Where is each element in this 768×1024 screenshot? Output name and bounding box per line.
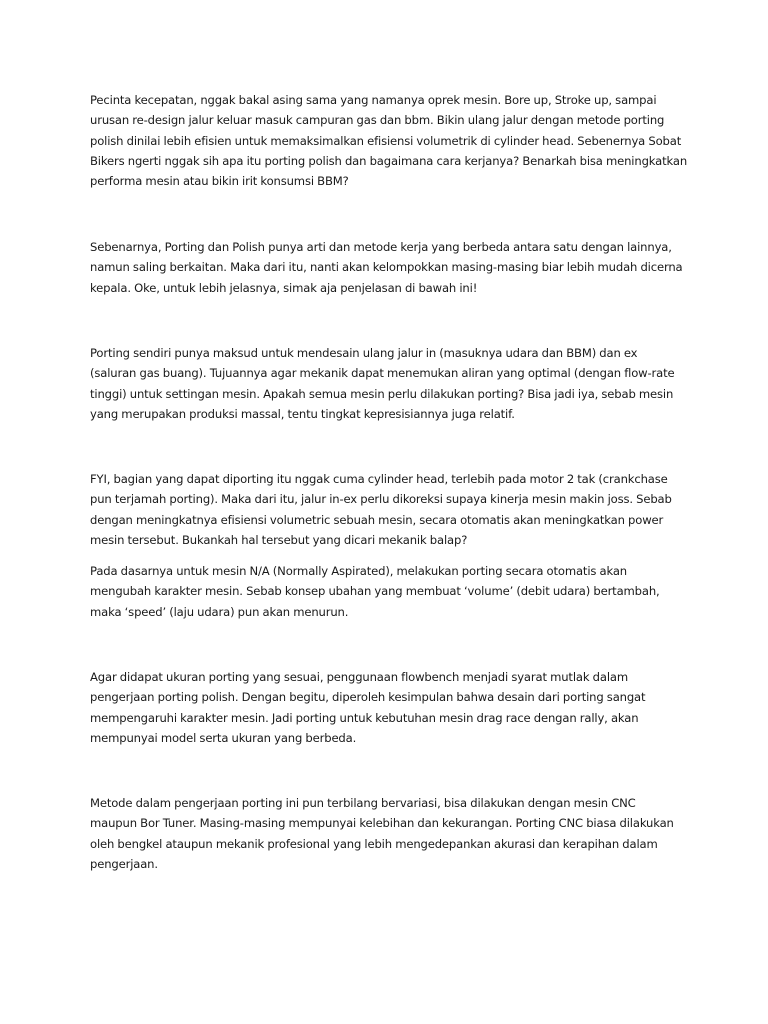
text-line: polish dinilai lebih efisien untuk memaksimalkan efisiensi volumetrik di cylinder head. Sebenernya Sobat — [90, 133, 682, 148]
text-line: urusan re-design jalur keluar masuk campuran gas dan bbm. Bikin ulang jalur dengan metode porting — [90, 113, 665, 128]
text-line: pun terjamah porting). Maka dari itu, jalur in-ex perlu dikoreksi supaya kinerja mesin makin joss. Sebab — [90, 492, 672, 507]
text-line: Metode dalam pengerjaan porting ini pun terbilang bervariasi, bisa dilakukan dengan mesin CNC — [90, 796, 636, 810]
text-line: mempunyai model serta ukuran yang berbeda. — [90, 730, 357, 745]
paragraph-normally-aspirated — [90, 561, 690, 622]
text-line: mengubah karakter mesin. Sebab konsep ubahan yang membuat ‘volume’ (debit udara) bertambah, — [90, 584, 660, 599]
text-line: Bikers ngerti nggak sih apa itu porting polish dan bagaimana cara kerjanya? Benarkah bisa meningkatkan — [90, 153, 688, 168]
text-line: pengerjaan porting polish. Dengan begitu, diperoleh kesimpulan bahwa desain dari porting sangat — [90, 690, 646, 705]
text-line: yang merupakan produksi massal, tentu tingkat kepresisiannya juga relatif. — [90, 406, 515, 421]
text-line: tinggi) untuk settingan mesin. Apakah semua mesin perlu dilakukan porting? Bisa jadi iya, sebab mesin — [90, 386, 674, 401]
paragraph-fyi — [90, 469, 690, 550]
text-line: Pecinta kecepatan, nggak bakal asing sama yang namanya oprek mesin. Bore up, Stroke up, sampai — [90, 93, 657, 107]
text-line: namun saling berkaitan. Maka dari itu, nanti akan kelompokkan masing-masing biar lebih mudah dicerna — [90, 260, 683, 275]
text-line: kepala. Oke, untuk lebih jelasnya, simak aja penjelasan di bawah ini! — [90, 280, 478, 295]
text-line: Porting sendiri punya maksud untuk mendesain ulang jalur in (masuknya udara dan BBM) dan ex — [90, 346, 638, 360]
text-line: maka ‘speed’ (laju udara) pun akan menurun. — [90, 604, 349, 619]
paragraph-flowbench — [90, 667, 690, 748]
text-line: oleh bengkel ataupun mekanik profesional yang lebih mengedepankan akurasi dan kerapihan dalam — [90, 836, 658, 851]
text-line: performa mesin atau bikin irit konsumsi BBM? — [90, 174, 349, 189]
text-line: mempengaruhi karakter mesin. Jadi porting untuk kebutuhan mesin drag race dengan rally, akan — [90, 710, 639, 725]
text-line: Sebenarnya, Porting dan Polish punya arti dan metode kerja yang berbeda antara satu dengan lainnya, — [90, 240, 672, 254]
paragraph-intro — [90, 90, 690, 191]
text-line: pengerjaan. — [90, 856, 158, 871]
paragraph-porting-polish — [90, 237, 690, 298]
paragraph-porting-definition — [90, 343, 690, 424]
text-line: Agar didapat ukuran porting yang sesuai, penggunaan flowbench menjadi syarat mutlak dalam — [90, 670, 628, 684]
paragraph-methods — [90, 793, 690, 874]
text-line: dengan meningkatnya efisiensi volumetric sebuah mesin, secara otomatis akan meningkatkan power — [90, 512, 664, 527]
text-line: mesin tersebut. Bukankah hal tersebut yang dicari mekanik balap? — [90, 532, 468, 547]
text-line: FYI, bagian yang dapat diporting itu nggak cuma cylinder head, terlebih pada motor 2 tak (crankchase — [90, 472, 668, 486]
text-line: maupun Bor Tuner. Masing-masing mempunyai kelebihan dan kekurangan. Porting CNC biasa dilakukan — [90, 816, 674, 831]
text-line: (saluran gas buang). Tujuannya agar mekanik dapat menemukan aliran yang optimal (dengan flow-rate — [90, 366, 675, 381]
text-line: Pada dasarnya untuk mesin N/A (Normally Aspirated), melakukan porting secara otomatis akan — [90, 564, 627, 578]
